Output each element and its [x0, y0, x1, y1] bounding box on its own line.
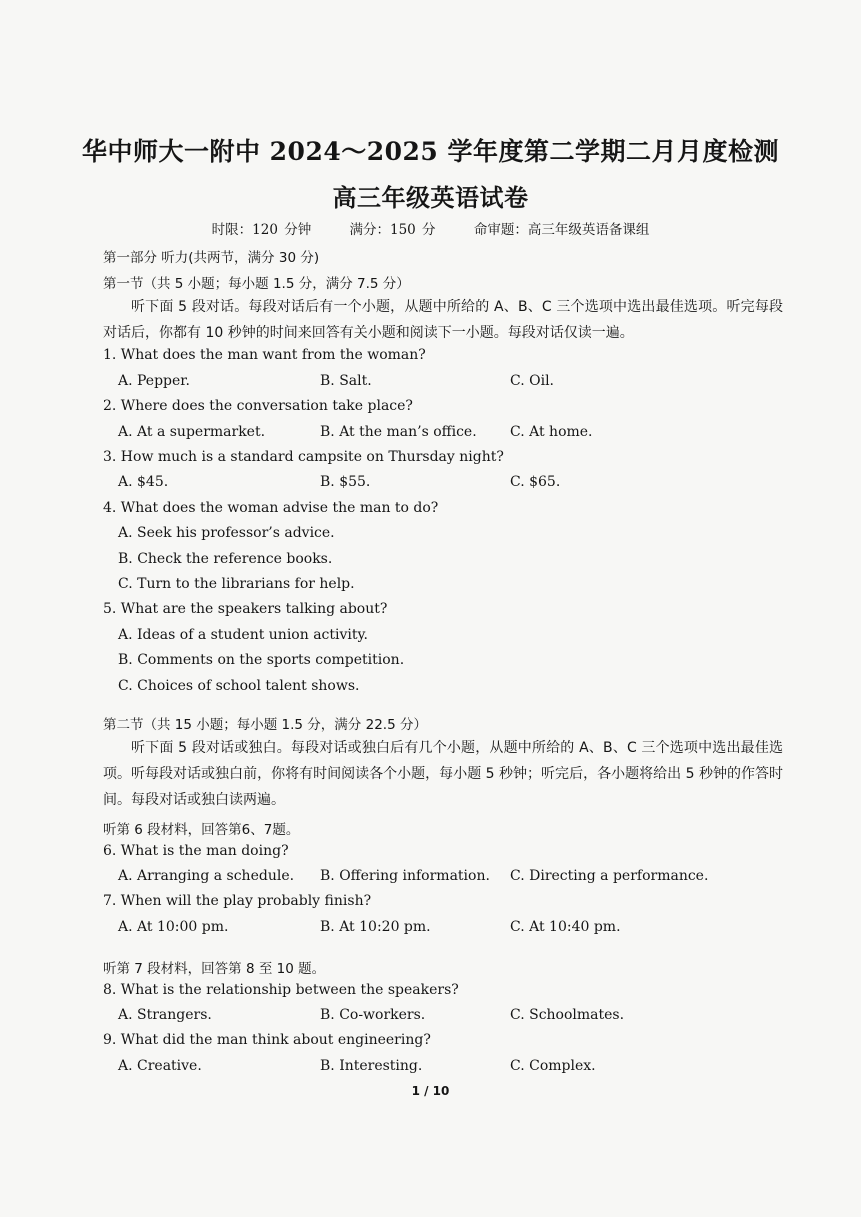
q2-option-c: C. At home.: [510, 424, 593, 440]
question-1: 1. What does the man want from the woman?: [103, 347, 426, 363]
q4-option-c: C. Turn to the librarians for help.: [118, 576, 355, 592]
q6-option-a: A. Arranging a schedule.: [118, 868, 295, 884]
section2-instructions: 听下面 5 段对话或独白。每段对话或独白后有几个小题，从题中所给的 A、B、C 三个选项中选出最佳选项。听每段对话或独白前，你将有时间阅读各个小题，每小题 5 秒钟；听完后，各小题将给出 5 秒钟的作答时间。每段对话或独白读两遍。: [103, 740, 783, 808]
q9-option-a: A. Creative.: [118, 1058, 202, 1074]
q5-option-c: C. Choices of school talent shows.: [118, 678, 360, 694]
q5-option-a: A. Ideas of a student union activity.: [118, 627, 369, 643]
section1-heading: 第一节（共 5 小题；每小题 1.5 分，满分 7.5 分）: [103, 276, 410, 292]
question-6: 6. What is the man doing?: [103, 843, 289, 859]
q9-option-b: B. Interesting.: [320, 1058, 423, 1074]
q8-option-b: B. Co-workers.: [320, 1007, 426, 1023]
q1-option-c: C. Oil.: [510, 373, 554, 389]
part1-heading: 第一部分 听力(共两节，满分 30 分): [103, 250, 320, 266]
q7-option-a: A. At 10:00 pm.: [118, 919, 229, 935]
q6-option-b: B. Offering information.: [320, 868, 490, 884]
question-5: 5. What are the speakers talking about?: [103, 601, 388, 617]
question-2: 2. Where does the conversation take place?: [103, 398, 413, 414]
q4-option-a: A. Seek his professor’s advice.: [118, 525, 335, 541]
q3-option-c: C. $65.: [510, 474, 561, 490]
question-8: 8. What is the relationship between the speakers?: [103, 982, 459, 998]
q9-option-c: C. Complex.: [510, 1058, 596, 1074]
exam-meta: [0, 218, 861, 238]
question-3: 3. How much is a standard campsite on Thursday night?: [103, 449, 504, 465]
exam-subtitle: 高三年级英语试卷: [332, 183, 529, 212]
section2-heading: 第二节（共 15 小题；每小题 1.5 分，满分 22.5 分）: [103, 717, 427, 733]
q2-option-b: B. At the man’s office.: [320, 424, 477, 440]
q2-option-a: A. At a supermarket.: [118, 424, 266, 440]
question-7: 7. When will the play probably finish?: [103, 893, 372, 909]
question-9: 9. What did the man think about engineering?: [103, 1032, 431, 1048]
q7-option-c: C. At 10:40 pm.: [510, 919, 621, 935]
q1-option-a: A. Pepper.: [118, 373, 190, 389]
q5-option-b: B. Comments on the sports competition.: [118, 652, 405, 668]
q6-option-c: C. Directing a performance.: [510, 868, 709, 884]
full-score: 满分：150 分: [349, 222, 436, 238]
material-6-heading: 听第 6 段材料，回答第6、7题。: [103, 822, 300, 838]
q8-option-a: A. Strangers.: [118, 1007, 212, 1023]
time-limit: 时限：120 分钟: [211, 222, 312, 238]
exam-title: 华中师大一附中 2024～2025 学年度第二学期二月月度检测: [81, 137, 780, 166]
page-number: 1 / 10: [411, 1084, 450, 1098]
q3-option-a: A. $45.: [118, 474, 169, 490]
q1-option-b: B. Salt.: [320, 373, 372, 389]
material-7-heading: 听第 7 段材料，回答第 8 至 10 题。: [103, 961, 326, 977]
q7-option-b: B. At 10:20 pm.: [320, 919, 431, 935]
q3-option-b: B. $55.: [320, 474, 371, 490]
question-4: 4. What does the woman advise the man to do?: [103, 500, 439, 516]
q8-option-c: C. Schoolmates.: [510, 1007, 625, 1023]
section1-instructions: 听下面 5 段对话。每段对话后有一个小题，从题中所给的 A、B、C 三个选项中选出最佳选项。听完每段对话后，你都有 10 秒钟的时间来回答有关小题和阅读下一小题。每段对话仅读一遍。: [103, 299, 783, 341]
reviewer: 命审题：高三年级英语备课组: [473, 222, 650, 238]
q4-option-b: B. Check the reference books.: [118, 551, 333, 567]
